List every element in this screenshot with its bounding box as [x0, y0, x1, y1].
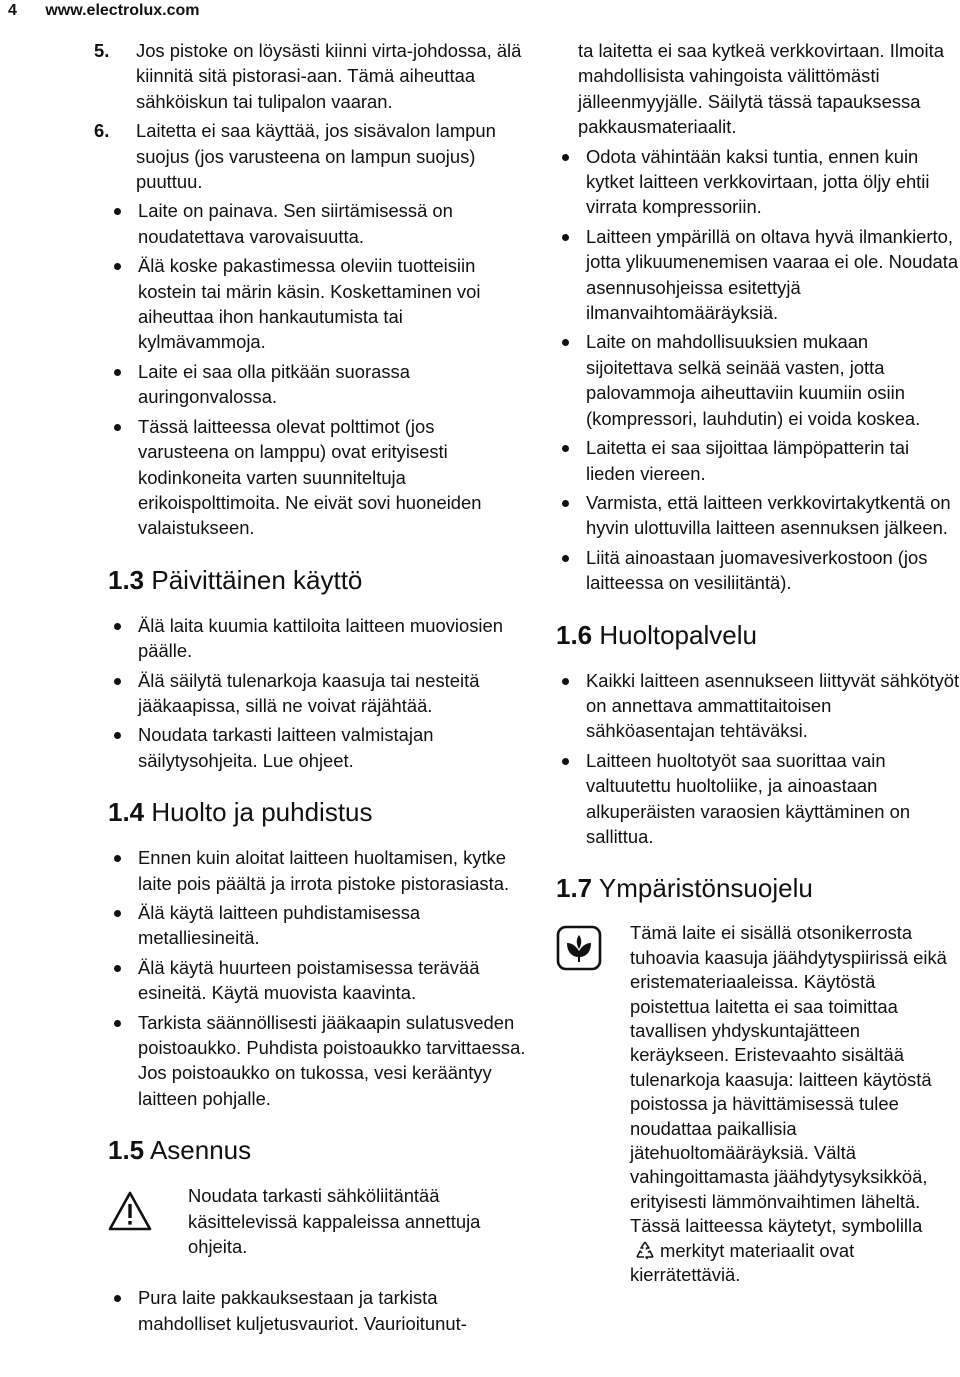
list-item: Laitetta ei saa sijoittaa lämpöpatterin tai lieden viereen. [556, 435, 960, 486]
item-number: 6. [94, 120, 110, 142]
bullet-list [556, 668, 960, 850]
bullet-list [556, 38, 960, 596]
list-item: Älä säilytä tulenarkoja kaasuja tai nesteitä jääkaapissa, sillä ne voivat räjähtää. [108, 668, 528, 719]
list-item: Laite on painava. Sen siirtämisessä on noudatettava varovaisuutta. [108, 198, 528, 249]
section-number: 1.7 [556, 873, 593, 904]
environment-icon [556, 925, 602, 971]
section-title: Huoltopalvelu [592, 619, 757, 650]
warning-note [108, 1183, 528, 1259]
list-item: Tarkista säännöllisesti jääkaapin sulatusveden poistoaukko. Puhdista poistoaukko tarvittaessa. Jos poistoaukko on tukossa, vesi kerääntyy laitteen pohjalle. [108, 1010, 528, 1112]
list-item: Älä käytä laitteen puhdistamisessa metalliesineitä. [108, 900, 528, 951]
list-item: Laitteen ympärillä on oltava hyvä ilmankierto, jotta ylikuumenemisen vaaraa ei ole. Noudata asennusohjeissa esitettyjä ilmanvaihtomääräyksiä. [556, 224, 960, 326]
list-item: Älä laita kuumia kattiloita laitteen muoviosien päälle. [108, 613, 528, 664]
section-heading-1-7 [556, 873, 960, 903]
list-item: Laite on mahdollisuuksien mukaan sijoitettava selkä seinää vasten, jotta palovammoja aiheuttaviin kuumiin osiin (kompressori, lauhdutin) ei voida koskea. [556, 329, 960, 431]
environment-note [556, 921, 960, 1287]
environment-text [630, 921, 948, 1287]
item-text: Laitetta ei saa käyttää, jos sisävalon lampun suojus (jos varusteena on lampun suojus) puuttuu. [136, 120, 496, 193]
numbered-item [66, 118, 528, 194]
environment-text-part: Tämä laite ei sisällä otsonikerrosta tuhoavia kaasuja jäähdytyspiirissä eikä eristemateriaaleissa. Käytöstä poistettua laitetta ei saa toimittaa tavallisen yhdyskuntajätteen keräykseen. Eristevaahto sisältää tulenarkoja kaasuja: laitteen käytöstä poistossa ja hävittämisessä tulee noudattaa paikallisia jätehuoltomääräyksiä. Vältä vahingoittamasta jäähdytysyksikköä, erityisesti lämmönvaihtimen läheltä. Tässä laitteessa käytetyt, symbolilla [630, 922, 947, 1237]
website-url: www.electrolux.com [45, 2, 200, 19]
section-title: Huolto ja puhdistus [144, 797, 373, 828]
bullet-list [108, 1285, 528, 1336]
section-heading-1-3 [108, 565, 528, 595]
item-text: Jos pistoke on löysästi kiinni virta-johdossa, älä kiinnitä sitä pistorasi-aan. Tämä aiheuttaa sähköiskun tai tulipalon vaaran. [136, 40, 522, 112]
list-item: Liitä ainoastaan juomavesiverkostoon (jos laitteessa on vesiliitäntä). [556, 545, 960, 596]
warning-text: Noudata tarkasti sähköliitäntää käsittelevissä kappaleissa annettuja ohjeita. [188, 1185, 481, 1258]
list-item: Kaikki laitteen asennukseen liittyvät sähkötyöt on annettava ammattitaitoisen sähköasentajan tehtäväksi. [556, 668, 960, 744]
list-item: Laite ei saa olla pitkään suorassa auringonvalossa. [108, 359, 528, 410]
list-item: Odota vähintään kaksi tuntia, ennen kuin kytket laitteen verkkovirtaan, jotta öljy ehtii virrata kompressoriin. [556, 144, 960, 220]
environment-text-part: merkityt materiaalit ovat kierrätettäviä. [630, 1239, 855, 1286]
list-item: Noudata tarkasti laitteen valmistajan säilytysohjeita. Lue ohjeet. [108, 722, 528, 773]
section-heading-1-5 [108, 1135, 528, 1165]
section-heading-1-6 [556, 620, 960, 650]
numbered-item [66, 38, 528, 114]
section-title: Ympäristönsuojelu [592, 873, 813, 904]
bullet-list [108, 613, 528, 773]
page-header [8, 2, 199, 20]
recycle-icon [634, 1240, 656, 1262]
list-item: Varmista, että laitteen verkkovirtakytkentä on hyvin ulottuvilla laitteen asennuksen jälkeen. [556, 490, 960, 541]
section-number: 1.6 [556, 619, 593, 650]
list-item: Laitteen huoltotyöt saa suorittaa vain valtuutettu huoltoliike, ja ainoastaan alkuperäisten varaosien käyttäminen on sallittua. [556, 748, 960, 850]
section-number: 1.4 [108, 797, 145, 828]
list-item: Älä koske pakastimessa oleviin tuotteisiin kostein tai märin käsin. Koskettaminen voi aiheuttaa ihon hankautumista tai kylmävammoja. [108, 253, 528, 355]
list-item: Tässä laitteessa olevat polttimot (jos varusteena on lamppu) ovat erityisesti kodinkoneita varten suunniteltuja erikoispolttimoita. Ne eivät sovi huoneiden valaistukseen. [108, 414, 528, 541]
warning-icon [108, 1191, 152, 1231]
list-item: Ennen kuin aloitat laitteen huoltamisen, kytke laite pois päältä ja irrota pistoke pistorasiasta. [108, 845, 528, 896]
section-title: Asennus [144, 1135, 252, 1166]
list-item: Älä käytä huurteen poistamisessa terävää esineitä. Käytä muovista kaavinta. [108, 955, 528, 1006]
item-number: 5. [94, 40, 110, 61]
section-title: Päivittäinen käyttö [144, 564, 363, 595]
list-item: Pura laite pakkauksestaan ja tarkista mahdolliset kuljetusvauriot. Vaurioitunut- [108, 1285, 528, 1336]
bullet-list [108, 198, 528, 540]
section-number: 1.3 [108, 564, 145, 595]
bullet-list [108, 845, 528, 1111]
section-number: 1.5 [108, 1135, 145, 1166]
section-heading-1-4 [108, 797, 528, 827]
list-item-continuation: ta laitetta ei saa kytkeä verkkovirtaan. Ilmoita mahdollisista vahingoista välittömästi jälleenmyyjälle. Säilytä tässä tapauksessa pakkausmateriaalit. [578, 40, 944, 138]
right-column [556, 38, 960, 1287]
page-number: 4 [8, 2, 17, 19]
left-column [94, 38, 528, 1340]
